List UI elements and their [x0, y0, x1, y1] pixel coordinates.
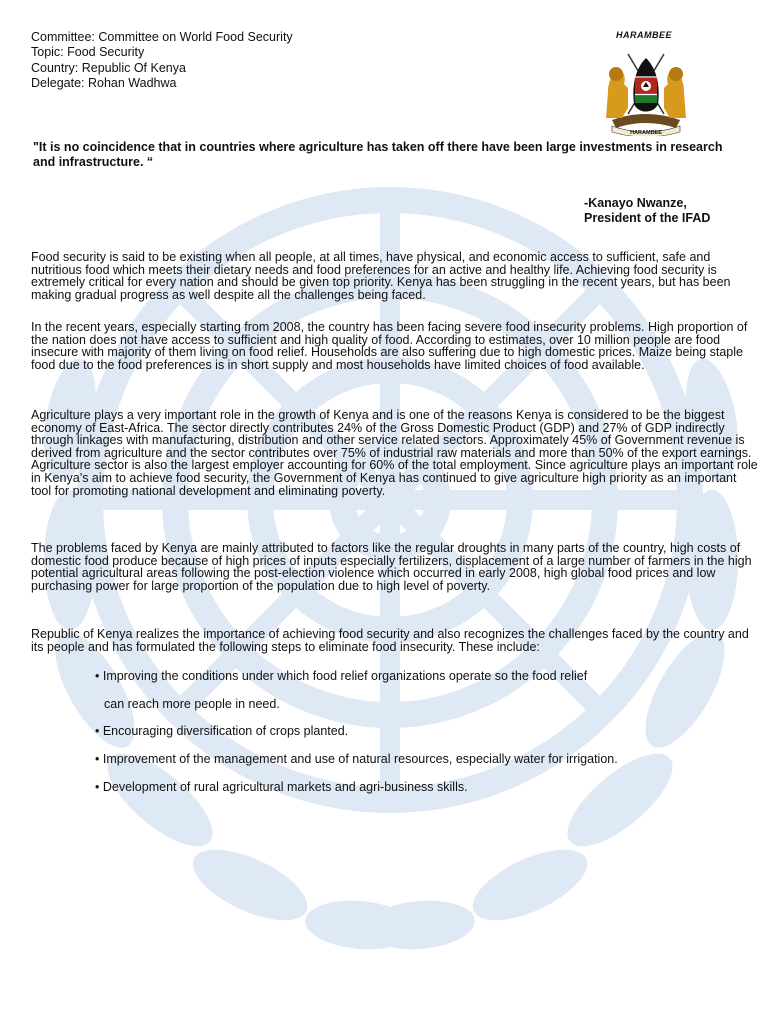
committee-line: Committee: Committee on World Food Security	[31, 30, 293, 44]
quote-attribution	[584, 196, 710, 226]
opening-quote: "It is no coincidence that in countries where agriculture has taken off there have been large investments in research and infrastructure. “	[33, 140, 723, 169]
bullet-crop-diversification: • Encouraging diversification of crops planted.	[95, 724, 349, 738]
kenya-coat-of-arms-icon	[598, 48, 694, 136]
bullet-food-relief: • Improving the conditions under which food relief organizations operate so the food relief	[95, 669, 588, 683]
delegate-line: Delegate: Rohan Wadhwa	[31, 75, 177, 90]
country-line: Country: Republic Of Kenya	[31, 60, 186, 75]
coat-of-arms-caption: HARAMBEE	[616, 30, 673, 40]
paragraph-food-insecurity: In the recent years, especially starting from 2008, the country has been facing severe food insecurity problems. High proportion of the nation does not have access to sufficient and high quality of food. According to estimates, over 10 million people are food insecure with majority of them living on food relief. Households are also suffering due to high domestic prices. Maize being staple food due to the food preferences is in short supply and most households have limited choices of food available.	[31, 320, 748, 372]
paragraph-problems: The problems faced by Kenya are mainly attributed to factors like the regular droughts in many parts of the country, high costs of domestic food produce because of high prices of inputs especially fertilizers, displacement of a large number of farmers in the high potential agricultural areas following the post-election violence which occurred in early 2008, high global food prices and low purchasing power for large proportion of the population due to high level of poverty.	[31, 541, 752, 593]
bullet-natural-resources: • Improvement of the management and use of natural resources, especially water for irrigation.	[95, 752, 618, 766]
quote-author-title: President of the IFAD	[584, 211, 711, 225]
topic-line: Topic: Food Security	[31, 45, 145, 60]
document-header	[31, 30, 293, 91]
paragraph-food-security-definition: Food security is said to be existing when all people, at all times, have physical, and economic access to sufficient, safe and nutritious food which meets their dietary needs and food preferences for an active and healthy life. Achieving food security is extremely critical for every nation and should be given top priority. Kenya has been struggling in the recent years, but has been making gradual progress as well despite all the challenges being faced.	[31, 250, 731, 302]
paragraph-steps-intro: Republic of Kenya realizes the importance of achieving food security and also recognizes the challenges faced by the country and its people and has formulated the following steps to eliminate food insecurity. These include:	[31, 627, 749, 654]
quote-author: -Kanayo Nwanze,	[584, 196, 687, 210]
bullet-food-relief-continued: can reach more people in need.	[104, 697, 280, 711]
paragraph-agriculture-role: Agriculture plays a very important role in the growth of Kenya and is one of the reasons Kenya is considered to be the biggest economy of East-Africa. The sector directly contributes 24% of the Gross Domestic Product (GDP) and 27% of GDP indirectly through linkages with manufacturing, distribution and other service related sectors. Approximately 45% of Government revenue is derived from agriculture and the sector contributes over 75% of industrial raw materials and more than 50% of the export earnings. Agriculture sector is also the largest employer accounting for 60% of the total employment. Since agriculture plays an important role in Kenya’s aim to achieve food security, the Government of Kenya has continued to give agriculture high priority as an important tool for promoting national development and eliminating poverty.	[31, 408, 758, 498]
bullet-rural-markets: • Development of rural agricultural markets and agri-business skills.	[95, 780, 468, 794]
coat-banner-text: HARAMBEE	[630, 130, 662, 136]
